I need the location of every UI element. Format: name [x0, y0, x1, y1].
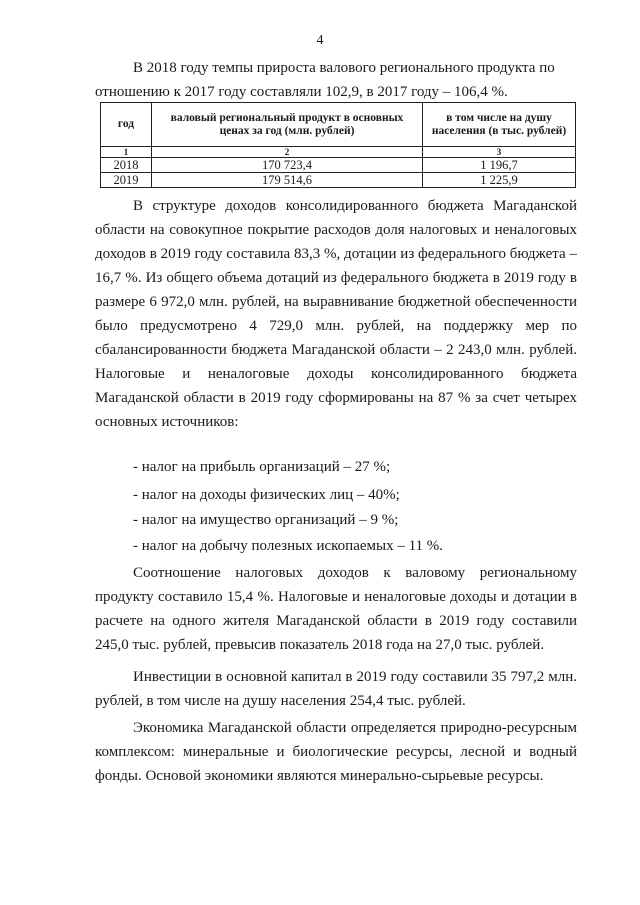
table-cell: 1 196,7 — [423, 158, 576, 173]
table-cell: 3 — [423, 147, 576, 158]
budget-text: В структуре доходов консолидированного бюджета Магаданской области на совокупное покрытие расходов доля налоговых и неналоговых доходов в 2019 году составила 83,3 %, дотации из федерального бюджета – 16,7 %. Из общего объема дотаций из федерального бюджета в 2019 году в размере 6 972,0 млн. рублей, на выравнивание бюджетной обеспеченности было предусмотрено 4 729,0 млн. рублей, на поддержку мер по сбалансированности бюджета Магаданской области – 2 243,0 млн. рублей. Налоговые и неналоговые доходы консолидированного бюджета Магаданской области в 2019 году сформированы на 87 % за счет четырех основных источников: — [95, 198, 577, 430]
intro-line-2: отношению к 2017 году составляли 102,9, в 2017 году – 106,4 %. — [95, 84, 508, 100]
investment-paragraph — [95, 665, 577, 713]
intro-line-1: В 2018 году темпы прироста валового регионального продукта по — [133, 60, 555, 76]
intro-paragraph — [95, 56, 577, 104]
table-header-year: год — [101, 103, 152, 147]
budget-paragraph — [95, 194, 577, 434]
table-cell: 170 723,4 — [152, 158, 423, 173]
table-header-grp: валовый региональный продукт в основных ценах за год (млн. рублей) — [152, 103, 423, 147]
source-item-2: - налог на доходы физических лиц – 40%; — [133, 487, 400, 503]
page-number: 4 — [316, 33, 324, 48]
table-cell: 1 225,9 — [423, 173, 576, 188]
table-index-row — [101, 147, 576, 158]
economy-paragraph — [95, 716, 577, 788]
table-cell: 2018 — [101, 158, 152, 173]
ratio-paragraph — [95, 561, 577, 657]
source-item-1: - налог на прибыль организаций – 27 %; — [133, 459, 391, 475]
table-cell: 1 — [101, 147, 152, 158]
source-item-4: - налог на добычу полезных ископаемых – 11 %. — [133, 538, 444, 554]
gdp-table — [100, 102, 576, 188]
economy-text: Экономика Магаданской области определяется природно-ресурсным комплексом: минеральные и биологические ресурсы, лесной и водный фонды. Основой экономики являются минерально-сырьевые ресурсы. — [95, 720, 577, 784]
table-cell: 2019 — [101, 173, 152, 188]
table-row — [101, 173, 576, 188]
investment-text: Инвестиции в основной капитал в 2019 году составили 35 797,2 млн. рублей, в том числе на душу населения 254,4 тыс. рублей. — [95, 669, 577, 709]
table-header-row — [101, 103, 576, 147]
ratio-text: Соотношение налоговых доходов к валовому региональному продукту составило 15,4 %. Налоговые и неналоговые доходы и дотации в расчете на одного жителя Магаданской области в 2019 году составили 245,0 тыс. рублей, превысив показатель 2018 года на 27,0 тыс. рублей. — [95, 565, 577, 653]
source-item-3: - налог на имущество организаций – 9 %; — [133, 512, 399, 528]
table-row — [101, 158, 576, 173]
table-cell: 2 — [152, 147, 423, 158]
table-cell: 179 514,6 — [152, 173, 423, 188]
table-header-per-capita: в том числе на душу населения (в тыс. рублей) — [423, 103, 576, 147]
